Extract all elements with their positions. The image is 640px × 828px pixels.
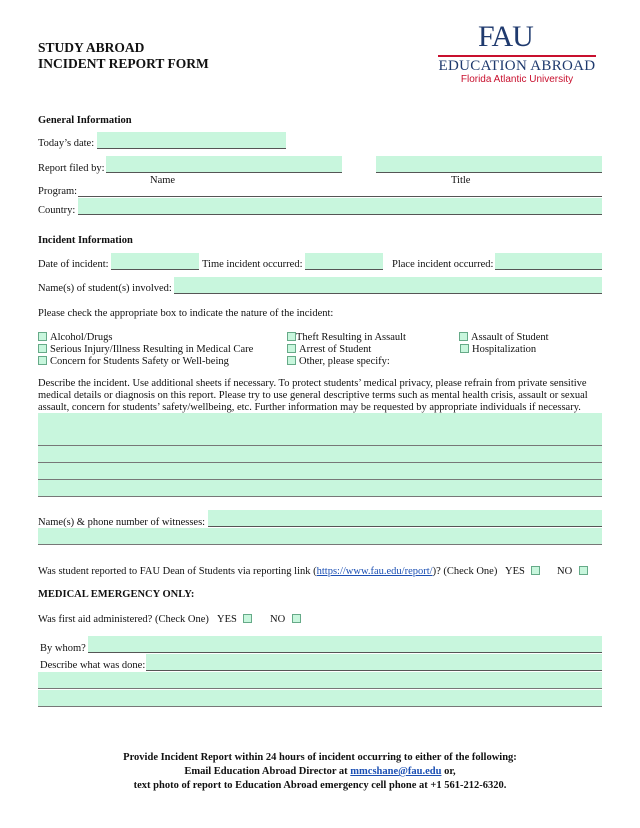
reported-yes[interactable]	[505, 566, 543, 577]
todays-date-label: Today’s date:	[38, 138, 95, 149]
fau-logo: FAU	[478, 20, 533, 53]
option-other[interactable]	[287, 356, 390, 367]
program-label: Program:	[38, 186, 78, 197]
option-label: Arrest of Student	[299, 344, 372, 355]
describe-done-label: Describe what was done:	[40, 660, 146, 671]
option-label: Hospitalization	[472, 344, 537, 355]
describe-line-1[interactable]	[38, 413, 602, 430]
by-whom-label: By whom?	[40, 643, 86, 654]
checkbox-icon[interactable]	[292, 614, 301, 623]
time-incident-field[interactable]	[305, 253, 383, 270]
checkbox-icon[interactable]	[38, 356, 47, 365]
footer-email-suffix: or,	[441, 766, 456, 777]
medical-heading: MEDICAL EMERGENCY ONLY:	[38, 589, 195, 600]
witnesses-field-1[interactable]	[208, 510, 602, 527]
footer-email-prefix: Email Education Abroad Director at	[184, 766, 351, 777]
option-concern-safety[interactable]	[38, 356, 229, 367]
yes-label: YES	[217, 614, 237, 625]
logo-university: Florida Atlantic University	[460, 74, 574, 85]
todays-date-field[interactable]	[97, 132, 286, 149]
time-incident-label: Time incident occurred:	[202, 259, 303, 270]
option-alcohol-drugs[interactable]	[38, 332, 112, 343]
checkbox-icon[interactable]	[459, 332, 468, 341]
option-label: Serious Injury/Illness Resulting in Medical Care	[50, 344, 254, 355]
checkbox-icon[interactable]	[460, 344, 469, 353]
yes-label: YES	[505, 566, 525, 577]
no-label: NO	[557, 566, 573, 577]
date-of-incident-field[interactable]	[111, 253, 199, 270]
logo-divider	[438, 55, 596, 57]
reported-suffix: )? (Check One)	[432, 566, 498, 577]
describe-done-line-2[interactable]	[38, 672, 602, 689]
checkbox-icon[interactable]	[287, 332, 296, 341]
director-email-link[interactable]: mmcshane@fau.edu	[350, 766, 442, 777]
option-serious-injury[interactable]	[38, 344, 253, 355]
describe-incident-instructions: Describe the incident. Use additional sheets if necessary. To protect students’ medical privacy, please refrain from private sensitive medical details or diagnosis on this report. Please try to use general descriptive terms such as mental health crisis, assault or sexual assault, concern for students’ safety/wellbeing, etc. Further information may be requested by appropriate individuals if necessary.	[38, 378, 588, 413]
footer-line-3: text photo of report to Education Abroad emergency cell phone at +1 561-212-6320.	[133, 780, 507, 791]
students-involved-field[interactable]	[174, 277, 602, 294]
option-assault[interactable]	[459, 332, 549, 343]
option-label: Other, please specify:	[299, 356, 390, 367]
option-arrest[interactable]	[287, 344, 371, 355]
first-aid-question: Was first aid administered? (Check One)	[38, 614, 209, 625]
form-title-line1: STUDY ABROAD	[38, 40, 145, 55]
describe-line-2[interactable]	[38, 429, 602, 446]
describe-line-3[interactable]	[38, 446, 602, 463]
country-field[interactable]	[78, 198, 602, 215]
name-caption: Name	[150, 175, 176, 186]
title-caption: Title	[451, 175, 471, 186]
option-label: Alcohol/Drugs	[50, 332, 113, 343]
describe-line-4[interactable]	[38, 463, 602, 480]
option-label: Concern for Students Safety or Well-being	[50, 356, 229, 367]
option-theft-assault[interactable]	[287, 332, 406, 343]
footer-line-2	[0, 766, 640, 777]
footer-line-1: Provide Incident Report within 24 hours of incident occurring to either of the following:	[123, 752, 517, 763]
describe-done-line-3[interactable]	[38, 690, 602, 707]
country-label: Country:	[38, 205, 76, 216]
students-involved-label: Name(s) of student(s) involved:	[38, 283, 172, 294]
option-hospitalization[interactable]	[460, 344, 536, 355]
general-heading: General Information	[38, 115, 132, 126]
witnesses-label: Name(s) & phone number of witnesses:	[38, 517, 206, 528]
logo-education-abroad: EDUCATION ABROAD	[438, 58, 596, 74]
report-link[interactable]: https://www.fau.edu/report/	[316, 566, 433, 577]
checkbox-icon[interactable]	[38, 344, 47, 353]
filed-by-title-field[interactable]	[376, 156, 602, 173]
date-of-incident-label: Date of incident:	[38, 259, 109, 270]
first-aid-yes[interactable]	[217, 614, 255, 625]
no-label: NO	[270, 614, 286, 625]
report-filed-by-label: Report filed by:	[38, 163, 105, 174]
form-title-line2: INCIDENT REPORT FORM	[38, 56, 209, 71]
place-incident-field[interactable]	[495, 253, 602, 270]
checkbox-icon[interactable]	[287, 344, 296, 353]
checkbox-icon[interactable]	[243, 614, 252, 623]
witnesses-field-2[interactable]	[38, 528, 602, 545]
describe-done-field[interactable]	[146, 654, 602, 671]
reported-prefix: Was student reported to FAU Dean of Students via reporting link (	[38, 566, 317, 577]
checkbox-icon[interactable]	[287, 356, 296, 365]
check-instruction: Please check the appropriate box to indicate the nature of the incident:	[38, 308, 334, 319]
checkbox-icon[interactable]	[579, 566, 588, 575]
first-aid-no[interactable]	[270, 614, 304, 625]
reported-question	[38, 566, 497, 577]
describe-line-5[interactable]	[38, 480, 602, 497]
by-whom-field[interactable]	[88, 636, 602, 653]
reported-no[interactable]	[557, 566, 591, 577]
incident-heading: Incident Information	[38, 235, 133, 246]
filed-by-name-field[interactable]	[106, 156, 342, 173]
checkbox-icon[interactable]	[38, 332, 47, 341]
option-label: Theft Resulting in Assault	[296, 332, 406, 343]
checkbox-icon[interactable]	[531, 566, 540, 575]
option-label: Assault of Student	[471, 332, 549, 343]
program-field[interactable]	[78, 180, 602, 197]
place-incident-label: Place incident occurred:	[392, 259, 494, 270]
